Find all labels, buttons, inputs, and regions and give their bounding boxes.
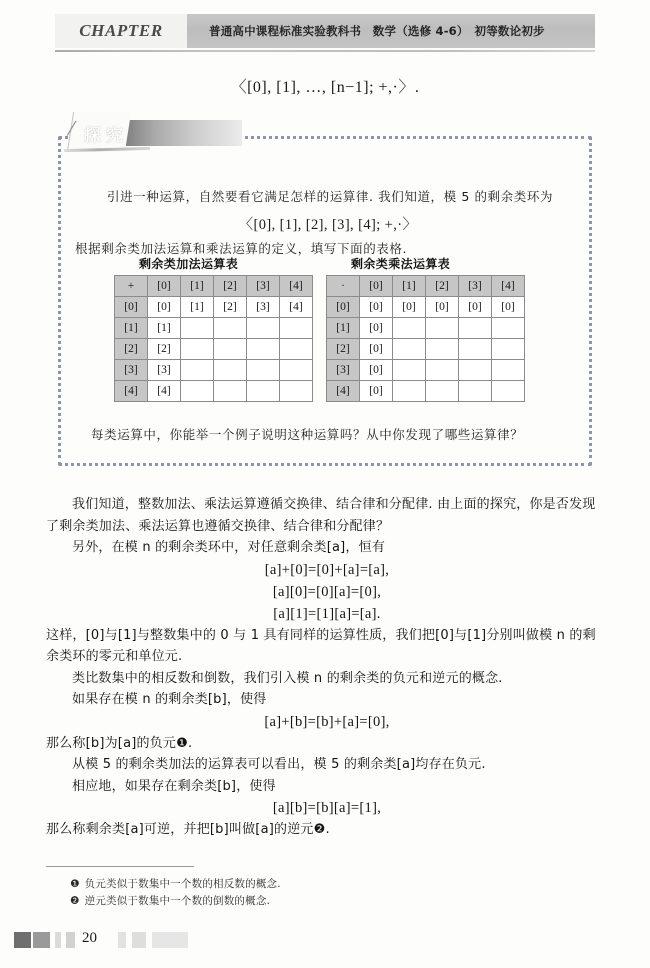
formula-1: [a]+[0]=[0]+[a]=[a], xyxy=(264,561,390,578)
table-row xyxy=(327,318,525,339)
col-header: [1] xyxy=(393,276,426,297)
table-cell xyxy=(459,318,492,339)
table-cell: [2] xyxy=(148,339,181,360)
col-header: [2] xyxy=(214,276,247,297)
table-row xyxy=(327,360,525,381)
footer-block-light-2 xyxy=(66,932,75,948)
table-cell: [4] xyxy=(280,297,313,318)
table-row xyxy=(115,339,313,360)
addition-table xyxy=(114,275,313,402)
table-row xyxy=(115,381,313,402)
table-cell xyxy=(247,360,280,381)
chapter-badge xyxy=(55,14,187,48)
footnote-item xyxy=(70,876,530,893)
footnote-text: 逆元类似于数集中一个数的倒数的概念. xyxy=(84,895,271,907)
paragraph-2: 另外，在模 n 的剩余类环中，对任意剩余类[a]，恒有 xyxy=(72,540,386,555)
main-body-text xyxy=(46,494,608,841)
explore-line-3: 根据剩余类加法运算和乘法运算的定义，填写下面的表格. xyxy=(75,241,408,256)
table-row xyxy=(327,381,525,402)
book-title: 普通高中课程标准实验教科书 数学（选修 4-6） 初等数论初步 xyxy=(209,24,545,38)
formula-4: [a]+[b]=[b]+[a]=[0], xyxy=(264,713,390,730)
table-cell xyxy=(280,339,313,360)
table-cell xyxy=(214,360,247,381)
col-header: [2] xyxy=(426,276,459,297)
explore-line-2: 〈[0], [1], [2], [3], [4]; +,·〉 xyxy=(238,217,418,233)
page-header xyxy=(55,14,595,48)
table-cell xyxy=(492,339,525,360)
explore-box xyxy=(58,136,592,466)
table-cell xyxy=(426,339,459,360)
footnote-marker: ❷ xyxy=(70,895,80,907)
multiplication-table-title: 剩余类乘法运算表 xyxy=(351,257,451,271)
table-cell xyxy=(280,381,313,402)
col-header: [4] xyxy=(280,276,313,297)
table-cell: [0] xyxy=(360,297,393,318)
col-header: [3] xyxy=(459,276,492,297)
row-header: [4] xyxy=(327,381,360,402)
paragraph-4: 类比数集中的相反数和倒数，我们引入模 n 的剩余类的负元和逆元的概念. xyxy=(72,670,503,686)
table-cell xyxy=(214,381,247,402)
table-cell xyxy=(214,318,247,339)
table-cell: [2] xyxy=(214,297,247,318)
table-cell: [0] xyxy=(426,297,459,318)
header-title-strip xyxy=(187,14,595,48)
table-cell: [0] xyxy=(360,339,393,360)
row-header: [3] xyxy=(115,360,148,381)
table-cell xyxy=(459,360,492,381)
footnote-divider xyxy=(46,866,194,867)
col-header: [4] xyxy=(492,276,525,297)
table-cell xyxy=(393,360,426,381)
page-footer xyxy=(14,930,244,954)
table-cell: [1] xyxy=(148,318,181,339)
col-header: [0] xyxy=(360,276,393,297)
col-header: [1] xyxy=(181,276,214,297)
table-cell xyxy=(426,381,459,402)
explore-line-4: 每类运算中，你能举一个例子说明这种运算吗？从中你发现了哪些运算律？ xyxy=(91,427,524,442)
explore-tab-label: 探究 xyxy=(84,126,128,146)
footer-block-dark-2 xyxy=(33,932,50,948)
paragraph-8: 相应地，如果存在剩余类[b]，使得 xyxy=(72,778,276,794)
table-cell: [0] xyxy=(393,297,426,318)
table-cell: [1] xyxy=(181,297,214,318)
table-cell: [0] xyxy=(459,297,492,318)
table-row xyxy=(115,360,313,381)
table-cell xyxy=(459,339,492,360)
table-cell xyxy=(181,381,214,402)
paragraph-9: 那么称剩余类[a]可逆，并把[b]叫做[a]的逆元❷. xyxy=(46,822,330,837)
table-header-row xyxy=(327,276,525,297)
table-cell xyxy=(181,318,214,339)
table-cell xyxy=(492,318,525,339)
footer-block-light-4 xyxy=(132,932,146,948)
formula-3: [a][1]=[1][a]=[a]. xyxy=(273,605,381,622)
paragraph-1: 我们知道，整数加法、乘法运算遵循交换律、结合律和分配律. 由上面的探究，你是否发现了剩余类加法、乘法运算也遵循交换律、结合律和分配律？ xyxy=(46,497,596,534)
explore-tab xyxy=(60,115,250,152)
explore-line-1: 引进一种运算，自然要看它满足怎样的运算律. 我们知道，模 5 的剩余类环为 xyxy=(107,189,554,204)
table-cell: [0] xyxy=(360,381,393,402)
footnote-marker: ❶ xyxy=(70,878,80,890)
formula-2: [a][0]=[0][a]=[0], xyxy=(272,583,382,600)
table-cell xyxy=(280,360,313,381)
explore-content xyxy=(61,139,595,469)
table-cell xyxy=(426,318,459,339)
col-header: [0] xyxy=(148,276,181,297)
multiplication-table-body xyxy=(327,276,525,402)
col-header: [3] xyxy=(247,276,280,297)
table-header-row xyxy=(115,276,313,297)
table-cell xyxy=(426,360,459,381)
table-cell xyxy=(393,339,426,360)
paragraph-5: 如果存在模 n 的剩余类[b]，使得 xyxy=(72,692,267,707)
chapter-label: CHAPTER xyxy=(79,21,163,40)
row-header: [2] xyxy=(115,339,148,360)
row-header: [0] xyxy=(115,297,148,318)
footer-block-dark-1 xyxy=(14,932,31,948)
table-cell: [3] xyxy=(148,360,181,381)
page-number: 20 xyxy=(82,930,97,946)
table-cell xyxy=(393,318,426,339)
multiplication-operator-cell: · xyxy=(327,276,360,297)
table-cell xyxy=(393,381,426,402)
formula-5: [a][b]=[b][a]=[1], xyxy=(272,800,382,816)
footer-block-light-5 xyxy=(152,932,188,948)
multiplication-table xyxy=(326,275,525,402)
paragraph-3: 这样，[0]与[1]与整数集中的 0 与 1 具有同样的运算性质，我们把[0]与[1]分别叫做模 n 的剩余类环的零元和单位元. xyxy=(46,627,596,664)
top-formula: 〈[0], [1], …, [n−1]; +,·〉. xyxy=(230,79,420,96)
table-cell xyxy=(214,339,247,360)
table-cell: [4] xyxy=(148,381,181,402)
row-header: [0] xyxy=(327,297,360,318)
paragraph-7: 从模 5 的剩余类加法的运算表可以看出，模 5 的剩余类[a]均存在负元. xyxy=(72,757,486,772)
header-divider xyxy=(55,50,595,52)
addition-table-body xyxy=(115,276,313,402)
table-cell xyxy=(492,381,525,402)
row-header: [2] xyxy=(327,339,360,360)
addition-table-title: 剩余类加法运算表 xyxy=(139,257,239,271)
footer-block-light-1 xyxy=(55,932,61,948)
table-cell xyxy=(280,318,313,339)
table-cell: [0] xyxy=(492,297,525,318)
table-cell xyxy=(181,339,214,360)
footnote-list xyxy=(70,876,530,910)
table-row xyxy=(327,297,525,318)
table-cell xyxy=(492,360,525,381)
table-cell: [0] xyxy=(360,360,393,381)
table-cell xyxy=(247,318,280,339)
explore-tab-slash-icon: / xyxy=(65,115,78,143)
table-cell xyxy=(459,381,492,402)
addition-operator-cell: + xyxy=(115,276,148,297)
paragraph-6: 那么称[b]为[a]的负元❶. xyxy=(46,735,193,751)
row-header: [4] xyxy=(115,381,148,402)
table-row xyxy=(115,318,313,339)
row-header: [1] xyxy=(327,318,360,339)
table-cell xyxy=(247,339,280,360)
table-cell xyxy=(181,360,214,381)
table-row xyxy=(115,297,313,318)
footer-block-light-3 xyxy=(118,932,126,948)
row-header: [3] xyxy=(327,360,360,381)
row-header: [1] xyxy=(115,318,148,339)
table-row xyxy=(327,339,525,360)
footnote-text: 负元类似于数集中一个数的相反数的概念. xyxy=(84,878,281,890)
table-cell: [0] xyxy=(360,318,393,339)
table-cell xyxy=(247,381,280,402)
table-cell: [0] xyxy=(148,297,181,318)
footnote-item xyxy=(70,893,530,910)
table-cell: [3] xyxy=(247,297,280,318)
